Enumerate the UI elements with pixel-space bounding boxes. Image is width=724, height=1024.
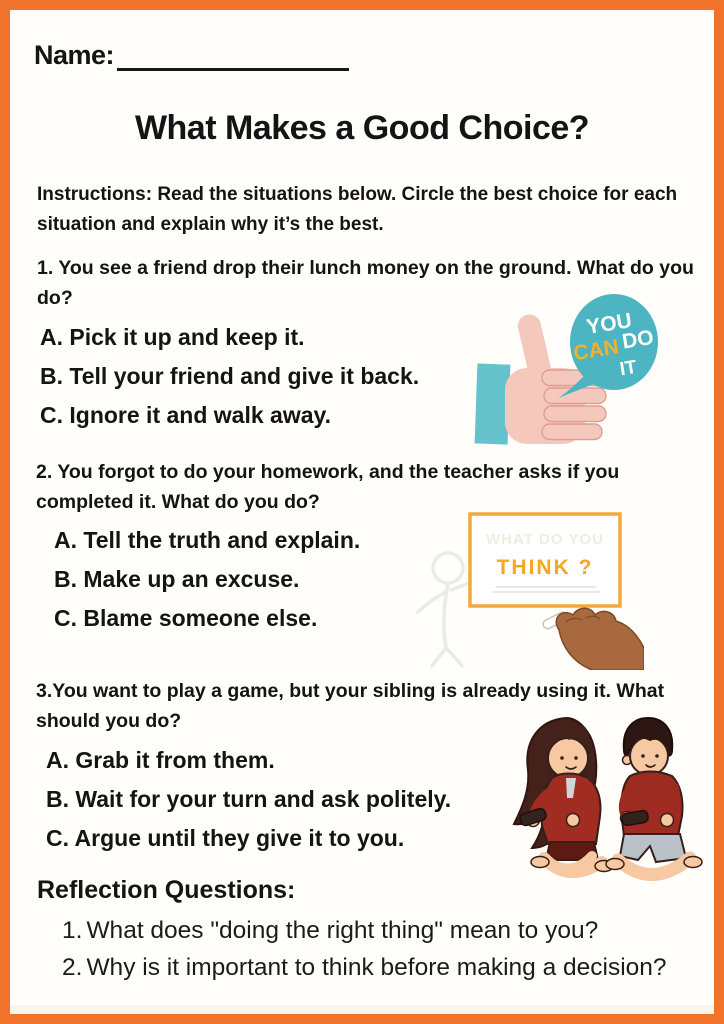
thumbs-up-illustration <box>466 288 672 448</box>
question-3-option-a[interactable]: A. Grab it from them. <box>46 747 275 773</box>
board-main-text: THINK ? <box>496 556 594 579</box>
question-2-prompt: 2. You forgot to do your homework, and the teacher asks if you completed it. What do you do? <box>36 461 620 513</box>
what-do-you-think-illustration <box>396 498 644 670</box>
instructions-text: Instructions: Read the situations below. Circle the best choice for each situation and explain why it’s the best. <box>37 184 678 235</box>
question-1-option-b[interactable]: B. Tell your friend and give it back. <box>40 363 420 389</box>
question-3-option-b[interactable]: B. Wait for your turn and ask politely. <box>46 786 452 812</box>
question-1-option-a[interactable]: A. Pick it up and keep it. <box>40 324 305 350</box>
reflection-item-1-text: What does "doing the right thing" mean to you? <box>86 917 599 944</box>
name-row <box>34 40 349 71</box>
question-3-prompt: 3.You want to play a game, but your sibling is already using it. What should you do? <box>36 680 665 732</box>
question-3-option-c[interactable]: C. Argue until they give it to you. <box>46 825 405 851</box>
what-do-you-think-board-icon <box>396 498 644 670</box>
reflection-item-2 <box>62 949 667 986</box>
question-1-option-c[interactable]: C. Ignore it and walk away. <box>40 402 331 428</box>
bubble-word-can: CAN <box>571 335 621 366</box>
name-blank-line[interactable] <box>117 41 349 71</box>
bubble-word-do: DO <box>620 325 656 354</box>
reflection-heading: Reflection Questions: <box>37 876 296 904</box>
question-1-prompt: 1. You see a friend drop their lunch money on the ground. What do you do? <box>37 257 694 309</box>
bubble-word-it: IT <box>618 356 639 381</box>
question-1-options <box>40 318 419 435</box>
reflection-item-2-number: 2. <box>62 954 83 981</box>
reflection-item-2-text: Why is it important to think before making a decision? <box>86 954 667 981</box>
name-label: Name: <box>34 40 115 70</box>
question-2-option-c[interactable]: C. Blame someone else. <box>54 605 318 631</box>
board-faint-text: WHAT DO YOU <box>486 531 604 548</box>
paper-bottom-edge <box>10 1005 714 1014</box>
page-title: What Makes a Good Choice? <box>134 109 590 147</box>
kids-playing-video-game-icon <box>476 696 718 900</box>
question-3-options <box>46 741 451 858</box>
question-2-option-a[interactable]: A. Tell the truth and explain. <box>54 527 361 553</box>
thumbs-up-you-can-do-it-icon <box>466 288 672 448</box>
bubble-word-you: YOU <box>584 309 634 339</box>
kids-playing-illustration <box>476 696 718 900</box>
reflection-item-1-number: 1. <box>62 917 83 944</box>
reflection-list <box>62 912 667 986</box>
question-2-options <box>54 521 360 638</box>
question-2-option-b[interactable]: B. Make up an excuse. <box>54 566 300 592</box>
reflection-item-1 <box>62 912 667 949</box>
